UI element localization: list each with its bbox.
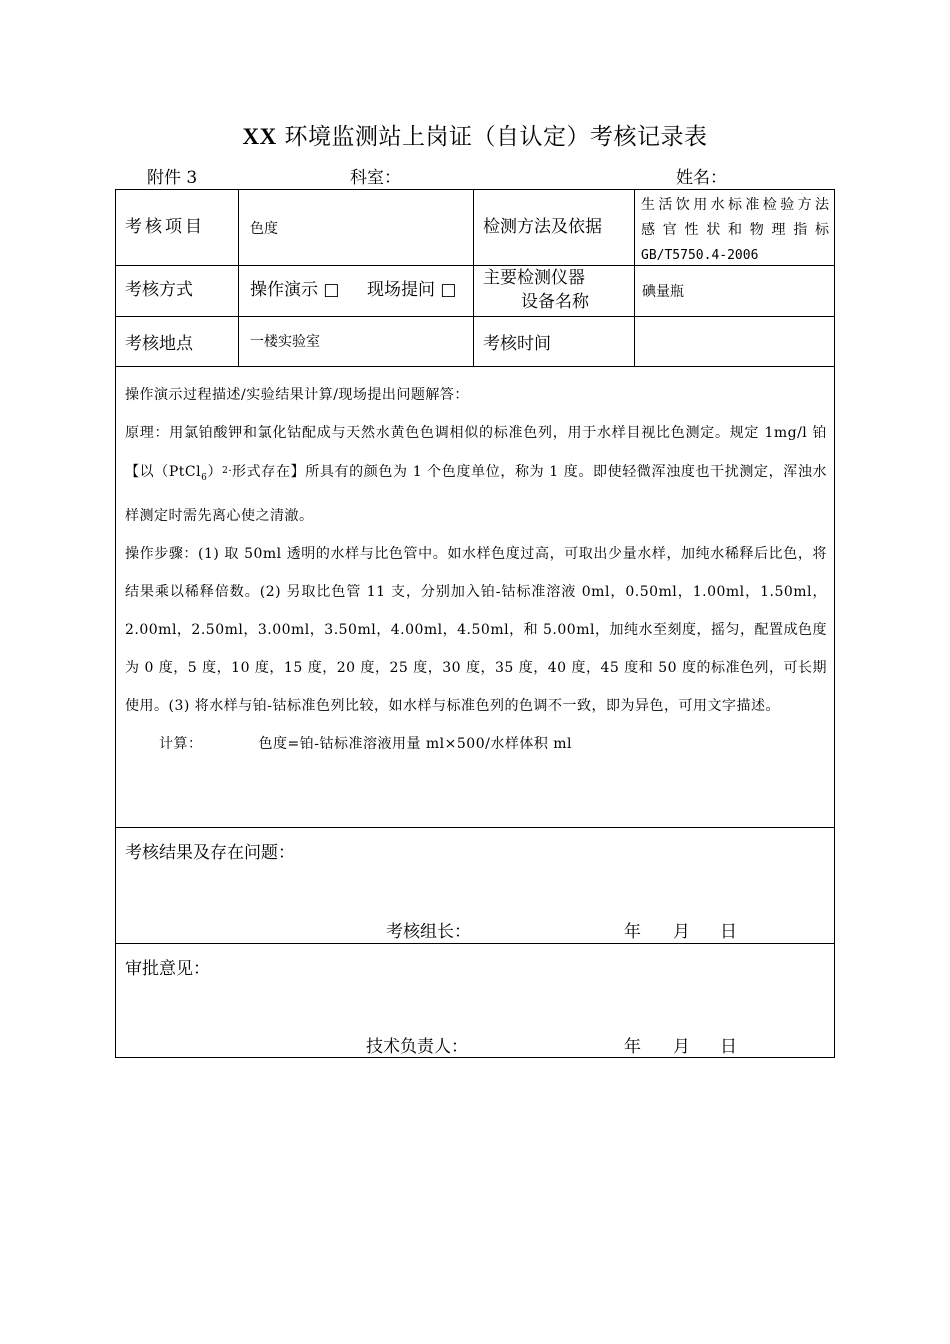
method-standard-code: GB/T5750.4-2006 — [641, 248, 759, 263]
calculation-line: 计算： 色度=铂-钴标准溶液用量 ml×500/水样体积 ml — [159, 736, 573, 752]
mode-option-question[interactable]: 现场提问 □ — [367, 280, 457, 300]
col-divider — [634, 190, 635, 366]
place-value: 一楼实验室 — [250, 334, 320, 350]
col-divider — [473, 190, 474, 366]
method-line: 生活饮用水标准检验方法 — [641, 197, 829, 213]
department-label: 科室： — [350, 168, 401, 188]
result-day: 日 — [720, 922, 737, 942]
mode-label: 考核方式 — [125, 280, 193, 300]
mode-option-demo[interactable]: 操作演示 □ — [250, 280, 340, 300]
approval-day: 日 — [720, 1037, 737, 1057]
instrument-label-line1: 主要检测仪器 — [483, 268, 585, 288]
result-label: 考核结果及存在问题： — [125, 843, 295, 863]
approval-month: 月 — [673, 1037, 690, 1057]
row-divider — [116, 827, 834, 828]
principle-paragraph: 原理：用氯铂酸钾和氯化钴配成与天然水黄色色调相似的标准色列，用于水样目视比色测定。规定 1mg/l 铂【以（PtCl$_6$）$^{2-}$形式存在】所具有的颜色为 1 个色度单位，称为 1 度。即使轻微浑浊度也干扰测定，浑浊水样测定时需先离心使之清澈。 — [125, 425, 827, 524]
row-divider — [116, 366, 834, 367]
steps-paragraph: 操作步骤：(1) 取 50ml 透明的水样与比色管中。如水样色度过高，可取出少量水样，加纯水稀释后比色，将结果乘以稀释倍数。(2) 另取比色管 11 支，分别加入铂-钴标准溶液 0ml，0.50ml，1.00ml，1.50ml，2.00ml，2.50ml，3.00ml，3.50ml，4.00ml，4.50ml，和 5.00ml，加纯水至刻度，摇匀，配置成色度为 0 度，5 度，10 度，15 度，20 度，25 度，30 度，35 度，40 度，45 度和 50 度的标准色列，可长期使用。(3) 将水样与铂-钴标准色列比较，如水样与标准色列的色调不一致，即为异色，可用文字描述。 — [125, 546, 827, 714]
approval-label: 审批意见： — [125, 959, 210, 979]
method-line: 感官性状和物理指标 — [641, 222, 829, 238]
approval-signer-label: 技术负责人： — [366, 1037, 468, 1057]
instrument-label-line2: 设备名称 — [521, 292, 589, 312]
item-value: 色度 — [250, 221, 278, 237]
record-table — [115, 189, 835, 1058]
row-divider — [116, 943, 834, 944]
instrument-value: 碘量瓶 — [642, 284, 684, 300]
attachment-label: 附件 3 — [147, 168, 198, 188]
item-label: 考核项目 — [125, 217, 205, 237]
method-value — [641, 193, 829, 268]
approval-year: 年 — [624, 1037, 641, 1057]
result-year: 年 — [624, 922, 641, 942]
place-label: 考核地点 — [125, 334, 193, 354]
result-signer-label: 考核组长： — [386, 922, 471, 942]
method-label: 检测方法及依据 — [483, 217, 602, 237]
result-month: 月 — [673, 922, 690, 942]
description-section — [125, 376, 827, 763]
row-divider — [116, 316, 834, 317]
description-heading: 操作演示过程描述/实验结果计算/现场提出问题解答： — [125, 387, 469, 403]
page-title: XX 环境监测站上岗证（自认定）考核记录表 — [242, 124, 708, 150]
col-divider — [238, 190, 239, 366]
name-label: 姓名： — [676, 168, 727, 188]
time-label: 考核时间 — [483, 334, 551, 354]
